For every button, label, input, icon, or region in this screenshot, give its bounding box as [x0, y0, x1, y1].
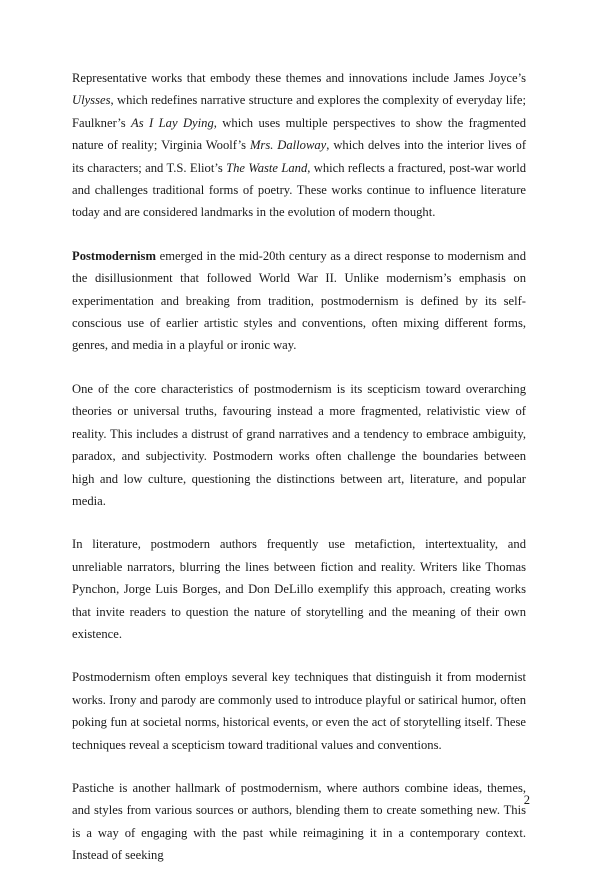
text-segment: One of the core characteristics of postmodernism is its scepticism toward overarching theories or universal truths, favouring instead a more fragmented, relativistic view of reality. This includes a distrust of grand narratives and a tendency to embrace ambiguity, paradox, and subjectivity. Postmodern works often challenge the boundaries between high and low culture, questioning the distinctions between art, literature, and popular media.	[72, 381, 526, 508]
work-title-ulysses: Ulysses	[72, 93, 111, 108]
page-number: 2	[523, 793, 530, 807]
paragraph-representative-works	[72, 67, 526, 224]
text-segment: , which redefines narrative structure and explores the complexity of everyday life; Faulkner’s	[72, 93, 526, 130]
term-postmodernism: Postmodernism	[72, 248, 156, 263]
text-segment: , which reflects a fractured, post-war world and challenges traditional forms of poetry. These works continue to influence literature today and are considered landmarks in the evolution of modern thought.	[72, 160, 526, 220]
text-segment: In literature, postmodern authors frequently use metafiction, intertextuality, and unreliable narrators, blurring the lines between fiction and reality. Writers like Thomas Pynchon, Jorge Luis Borges, and Don DeLillo exemplify this approach, creating works that invite readers to question the nature of storytelling and the meaning of their own existence.	[72, 537, 526, 641]
work-title-the-waste-land: The Waste Land	[226, 160, 308, 175]
body-text	[72, 67, 526, 888]
paragraph-techniques	[72, 666, 526, 756]
text-segment: Postmodernism often employs several key techniques that distinguish it from modernist works. Irony and parody are commonly used to introduce playful or satirical humor, often poking fun at societal norms, historical events, or even the act of storytelling itself. These techniques reveal a scepticism toward traditional values and conventions.	[72, 670, 526, 752]
text-segment: , which delves into the interior lives of its characters; and T.S. Eliot’s	[72, 138, 527, 175]
text-segment: , which uses multiple perspectives to show the fragmented nature of reality; Virginia Woolf’s	[72, 115, 526, 153]
text-segment: Pastiche is another hallmark of postmodernism, where authors combine ideas, themes, and styles from various sources or authors, blending them to create something new. This is a way of engaging with the past while reimagining it in a contemporary context. Instead of seeking	[72, 780, 526, 863]
paragraph-postmodernism-intro	[72, 245, 526, 357]
text-segment: Representative works that embody these themes and innovations include James Joyce’s	[72, 71, 526, 85]
work-title-as-i-lay-dying: As I Lay Dying	[131, 115, 214, 130]
paragraph-literature	[72, 533, 526, 645]
text-segment: emerged in the mid-20th century as a direct response to modernism and the disillusionment that followed World War II. Unlike modernism’s emphasis on experimentation and breaking from tradition, postmodernism is defined by its self-conscious use of earlier artistic styles and conventions, often mixing different forms, genres, and media in a playful or ironic way.	[72, 248, 526, 353]
work-title-mrs-dalloway: Mrs. Dalloway	[249, 138, 327, 153]
paragraph-pastiche	[72, 777, 526, 867]
paragraph-core-characteristics	[72, 378, 526, 512]
